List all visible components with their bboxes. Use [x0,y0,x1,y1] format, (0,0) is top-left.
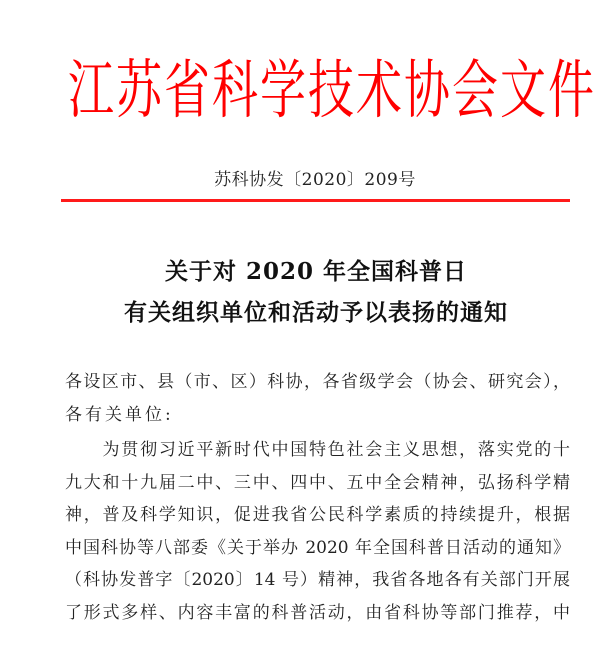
salutation-line-2: 各有关单位: [65,404,174,425]
masthead-title: 江苏省科学技术协会文件 [68,52,596,128]
salutation [65,366,570,431]
red-divider-line [61,199,570,202]
notice-title-line-2: 有关组织单位和活动予以表扬的通知 [124,299,508,326]
body-paragraph [65,434,570,629]
paragraph-line: 中国科协等八部委《关于举办 2020 年全国科普日活动的通知》 [65,537,570,558]
paragraph-line: 了形式多样、内容丰富的科普活动，由省科协等部门推荐，中 [65,602,570,623]
paragraph-line: 九大和十九届二中、三中、四中、五中全会精神，弘扬科学精 [65,472,570,493]
salutation-line-1: 各设区市、县（市、区）科协，各省级学会（协会、研究会）， [65,372,570,392]
paragraph-line: 为贯彻习近平新时代中国特色社会主义思想，落实党的十 [65,440,570,460]
document-number: 苏科协发〔2020〕209号 [214,170,416,190]
notice-title-line-1: 关于对 2020 年全国科普日 [164,258,468,285]
paragraph-line: （科协发普字〔2020〕14 号）精神，我省各地各有关部门开展 [65,570,570,590]
paragraph-line: 神，普及科学知识，促进我省公民科学素质的持续提升，根据 [65,505,570,525]
